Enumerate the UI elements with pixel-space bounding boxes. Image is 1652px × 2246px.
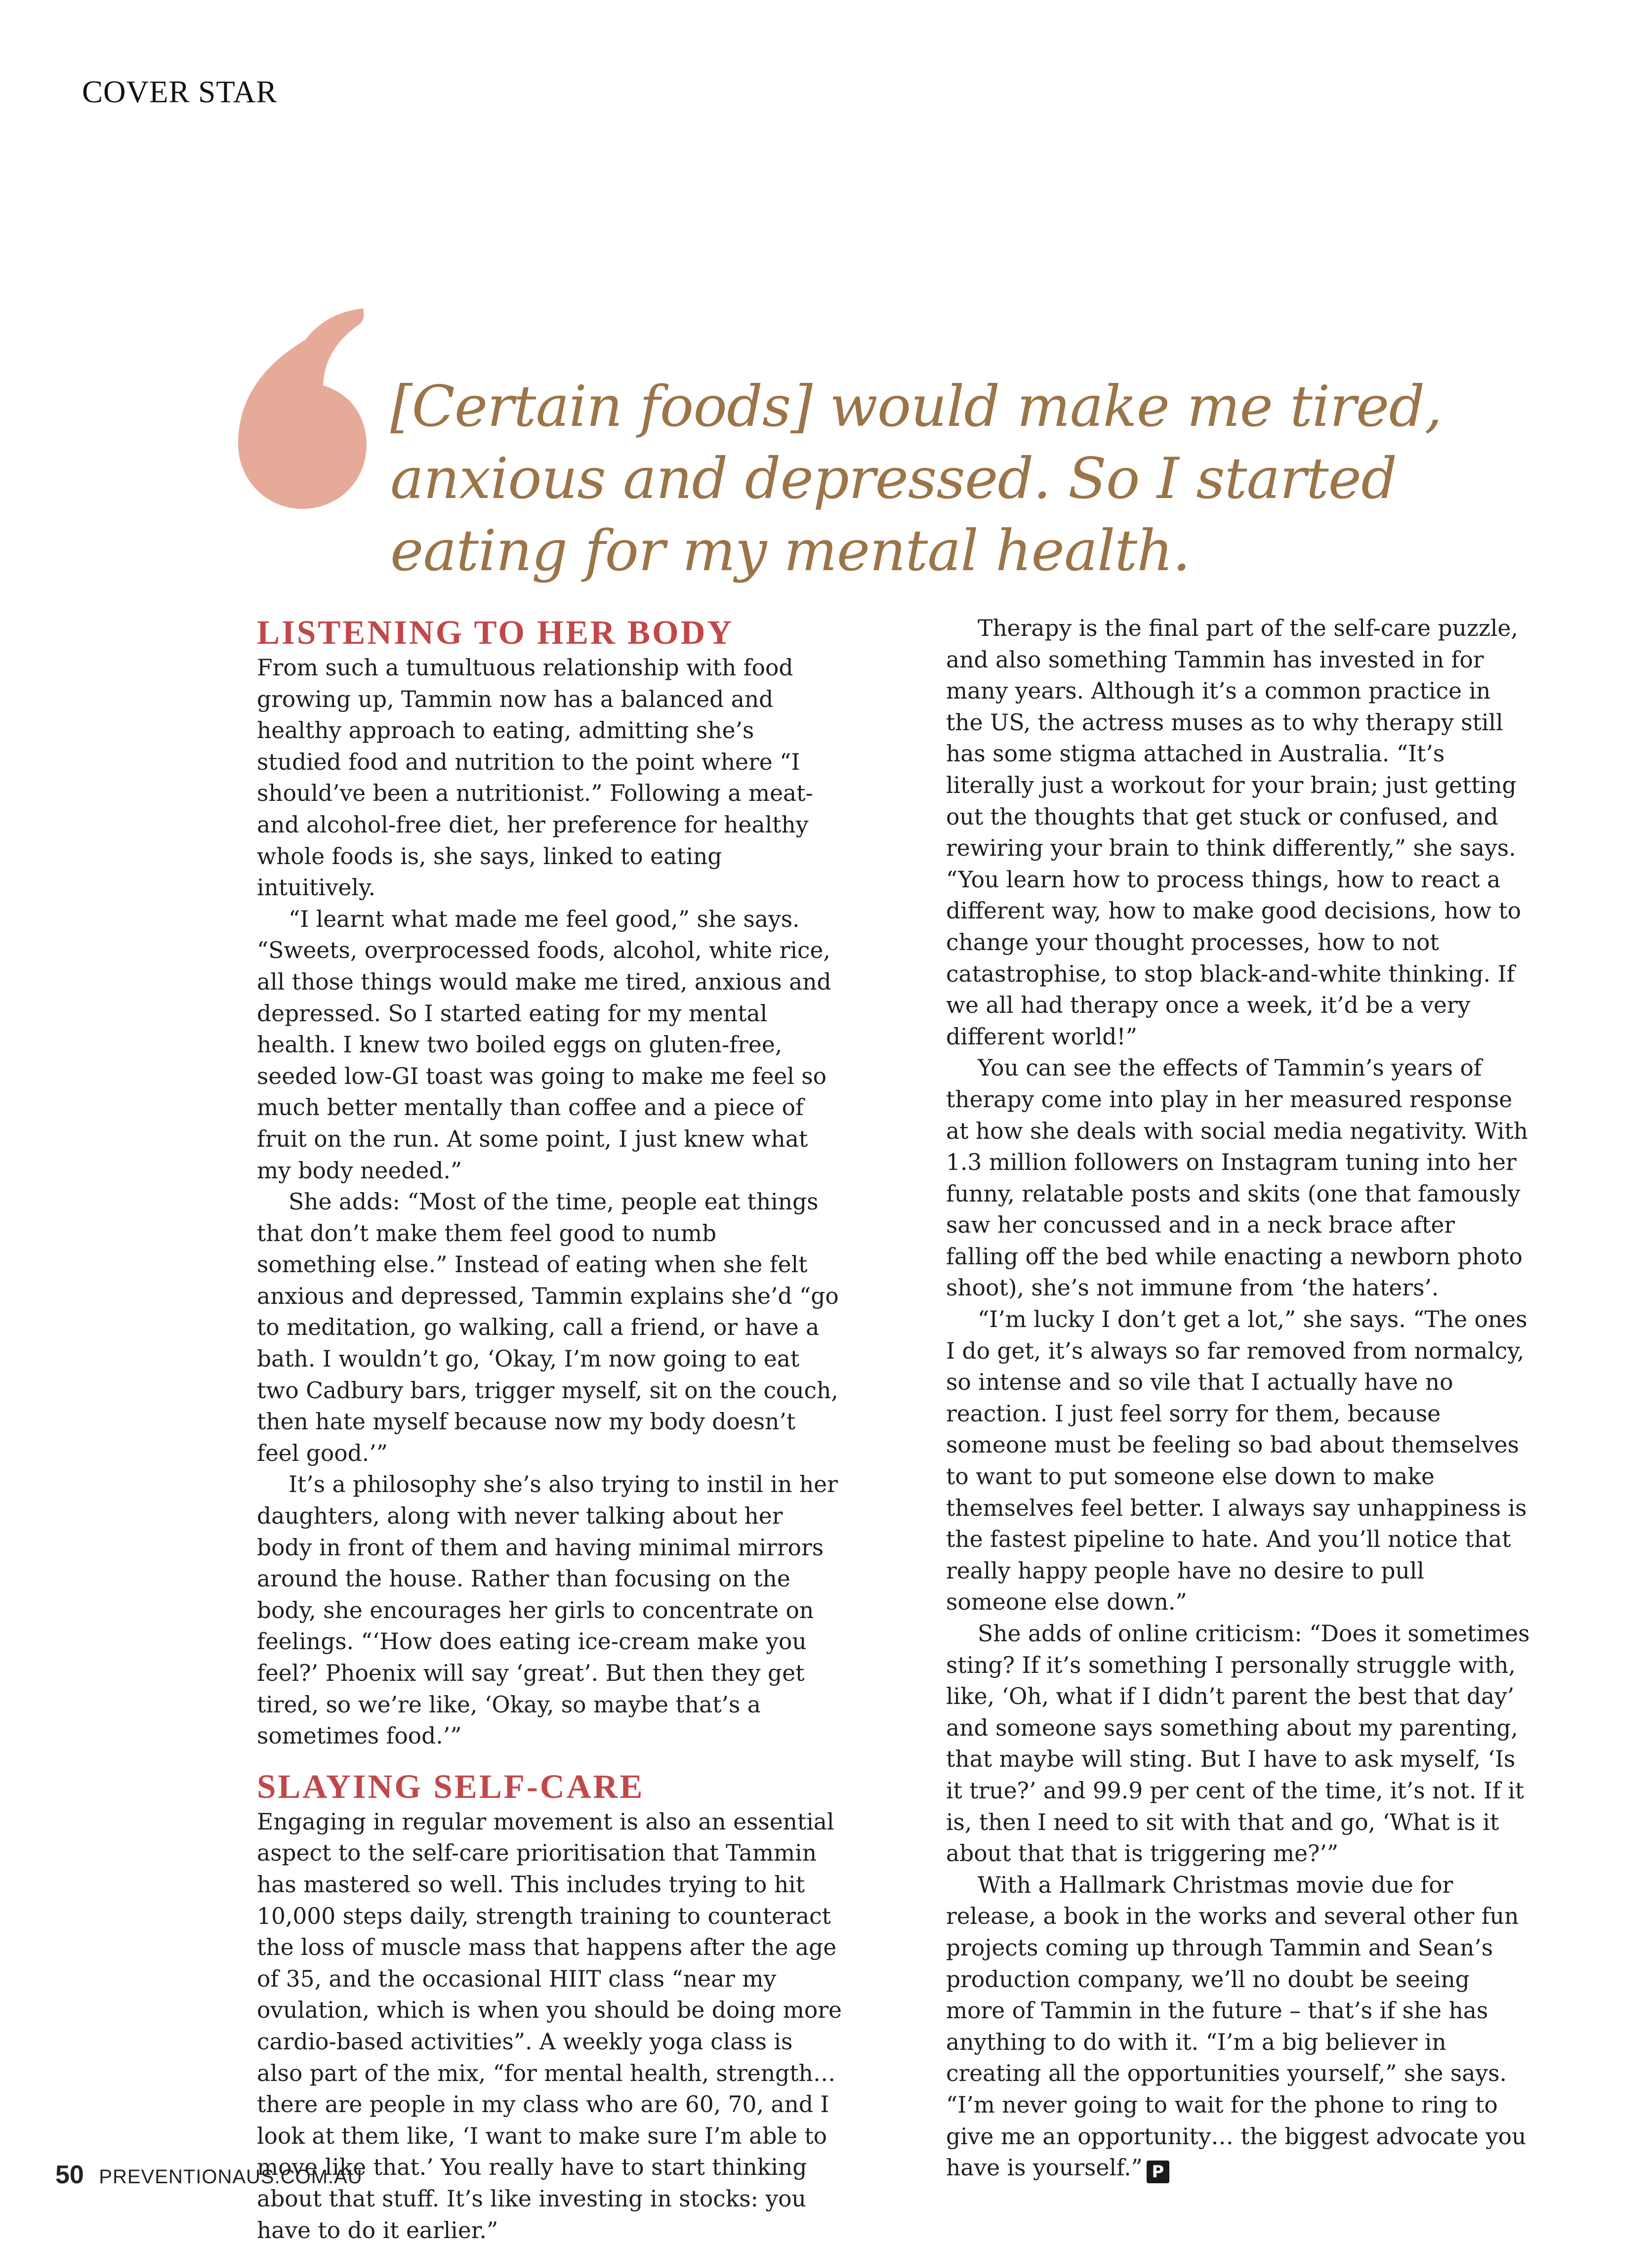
- body-paragraph: It’s a philosophy she’s also trying to instil in her daughters, along with never talking about her body in front of them and having minimal mirrors around the house. Rather than focusing on the body, she encourages her girls to concentrate on feelings. “‘How does eating ice-cream make you feel?’ Phoenix will say ‘great’. But then they get tired, so we’re like, ‘Okay, so maybe that’s a sometimes food.’”: [257, 1471, 838, 1749]
- body-paragraph: “I’m lucky I don’t get a lot,” she says. “The ones I do get, it’s always so far removed from normalcy, so intense and so vile that I actually have no reaction. I just feel sorry for them, because someone must be feeling so bad about themselves to want to put someone else down to make themselves feel better. I always say unhappiness is the fastest pipeline to hate. And you’ll notice that really happy people have no desire to pull someone else down.”: [946, 1306, 1528, 1616]
- subhead-slaying-self-care: SLAYING SELF-CARE: [257, 1767, 645, 1805]
- body-paragraph: Engaging in regular movement is also an essential aspect to the self-care prioritisation that Tammin has mastered so well. This includes trying to hit 10,000 steps daily, strength training to counteract the loss of muscle mass that happens after the age of 35, and the occasional HIIT class “near my ovulation, which is when you should be doing more cardio-based activities”. A weekly yoga class is also part of the mix, “for mental health, strength… there are people in my class who are 60, 70, and I look at them like, ‘I want to make sure I’m able to move like that.’ You really have to start thinking about that stuff. It’s like investing in stocks: you have to do it earlier.”: [257, 1808, 842, 2244]
- body-paragraph: She adds: “Most of the time, people eat things that don’t make them feel good to numb something else.” Instead of eating when she felt anxious and depressed, Tammin explains she’d “go to meditation, go walking, call a friend, or have a bath. I wouldn’t go, ‘Okay, I’m now going to eat two Cadbury bars, trigger myself, sit on the couch, then hate myself because now my body doesn’t feel good.’”: [257, 1189, 839, 1466]
- body-paragraph: Therapy is the final part of the self-care puzzle, and also something Tammin has invested in for many years. Although it’s a common practice in the US, the actress muses as to why therapy still has some stigma attached in Australia. “It’s literally just a workout for your brain; just getting out the thoughts that get stuck or confused, and rewiring your brain to think differently,” she says. “You learn how to process things, how to react a different way, how to make good decisions, how to change your thought processes, how to not catastrophise, to stop black-and-white thinking. If we all had therapy once a week, it’d be a very different world!”: [946, 615, 1522, 1050]
- footer-website: PREVENTIONAUS.COM.AU: [99, 2166, 363, 2188]
- body-paragraph: She adds of online criticism: “Does it sometimes sting? If it’s something I personally struggle with, like, ‘Oh, what if I didn’t parent the best that day’ and someone says something about my parenting, that maybe will sting. But I have to ask myself, ‘Is it true?’ and 99.9 per cent of the time, it’s not. If it is, then I need to sit with that and go, ‘What is it about that that is triggering me?’”: [946, 1621, 1530, 1867]
- prevention-logo-icon: P: [1147, 2161, 1169, 2183]
- right-column: [946, 613, 1531, 2184]
- body-paragraph: From such a tumultuous relationship with food growing up, Tammin now has a balanced and healthy approach to eating, admitting she’s studied food and nutrition to the point where “I should’ve been a nutritionist.” Following a meat- and alcohol-free diet, her preference for healthy whole foods is, she says, linked to eating intuitively.: [257, 655, 813, 901]
- subhead-listening-to-her-body: LISTENING TO HER BODY: [257, 614, 734, 651]
- body-paragraph-final: [946, 1870, 1531, 2184]
- opening-quote-mark-icon: [232, 301, 375, 534]
- left-column: [257, 613, 842, 2246]
- final-paragraph-text: With a Hallmark Christmas movie due for release, a book in the works and several other fun projects coming up through Tammin and Sean’s production company, we’ll no doubt be seeing more of Tammin in the future – that’s if she has anything to do with it. “I’m a big believer in creating all the opportunities yourself,” she says. “I’m never going to wait for the phone to ring to give me an opportunity… the biggest advocate you have is yourself.”: [946, 1872, 1527, 2181]
- body-paragraph: You can see the effects of Tammin’s years of therapy come into play in her measured response at how she deals with social media negativity. With 1.3 million followers on Instagram tuning into her funny, relatable posts and skits (one that famously saw her concussed and in a neck brace after falling off the bed while enacting a newborn photo shoot), she’s not immune from ‘the haters’.: [946, 1055, 1528, 1301]
- section-tag: COVER STAR: [82, 75, 278, 109]
- page-number: 50: [55, 2161, 84, 2189]
- page-footer: [55, 2160, 363, 2190]
- pull-quote: [Certain foods] would make me tired, anxious and depressed. So I started eating for my mental health.: [390, 374, 1442, 583]
- body-paragraph: “I learnt what made me feel good,” she says. “Sweets, overprocessed foods, alcohol, white rice, all those things would make me tired, anxious and depressed. So I started eating for my mental health. I knew two boiled eggs on gluten-free, seeded low-GI toast was going to make me feel so much better mentally than coffee and a piece of fruit on the run. At some point, I just knew what my body needed.”: [257, 906, 831, 1184]
